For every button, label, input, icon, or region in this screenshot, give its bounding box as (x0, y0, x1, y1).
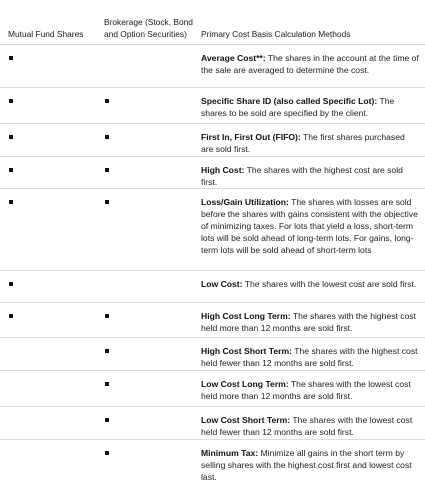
method-text: The shares with the lowest cost held more than 12 months are sold first. (201, 379, 411, 401)
bullet-icon (105, 418, 109, 422)
bullet-icon (9, 282, 13, 286)
method-term: High Cost Long Term: (201, 311, 291, 321)
method-text: The shares with the highest cost held fewer than 12 months are sold first. (201, 346, 418, 368)
bullet-icon (105, 135, 109, 139)
bullet-icon (9, 99, 13, 103)
table-header (0, 0, 425, 45)
bullet-icon (105, 314, 109, 318)
bullet-icon (9, 314, 13, 318)
table-row (0, 45, 425, 88)
bullet-icon (105, 349, 109, 353)
method-description (201, 164, 419, 188)
method-text: The shares with the highest cost held more than 12 months are sold first. (201, 311, 417, 333)
bullet-icon (105, 382, 109, 386)
method-description (201, 345, 419, 369)
bullet-icon (105, 168, 109, 172)
bullet-icon (9, 56, 13, 60)
method-description (201, 378, 419, 402)
method-text: Minimize all gains in the short term by selling shares with the highest cost first and lowest cost last. (201, 448, 412, 482)
method-text: The shares with losses are sold before the shares with gains consistent with the objective of minimizing taxes. For lots that yield a loss, short-term lots will be sold ahead of long-term lots. For gains, long-term lots will be sold ahead of short-term lots (201, 197, 418, 255)
method-description (201, 131, 419, 155)
table-row (0, 303, 425, 338)
bullet-icon (9, 200, 13, 204)
table-row (0, 338, 425, 371)
method-description (201, 278, 419, 290)
method-description (201, 52, 419, 76)
method-term: High Cost: (201, 165, 245, 175)
method-description (201, 447, 419, 483)
method-term: Specific Share ID (also called Specific Lot): (201, 96, 378, 106)
method-term: High Cost Short Term: (201, 346, 293, 356)
method-term: Low Cost: (201, 279, 243, 289)
table-row (0, 407, 425, 440)
table-row (0, 371, 425, 407)
method-term: Low Cost Long Term: (201, 379, 289, 389)
table-row (0, 271, 425, 303)
method-text: The shares with the lowest cost held fewer than 12 months are sold first. (201, 415, 413, 437)
column-header-methods: Primary Cost Basis Calculation Methods (201, 28, 351, 39)
method-text: The shares to be sold are specified by the client. (201, 96, 395, 118)
bullet-icon (9, 135, 13, 139)
bullet-icon (105, 451, 109, 455)
method-description (201, 196, 419, 256)
bullet-icon (9, 168, 13, 172)
method-term: Low Cost Short Term: (201, 415, 291, 425)
method-text: The shares with the lowest cost are sold first. (242, 279, 417, 289)
table-row (0, 189, 425, 271)
method-description (201, 95, 419, 119)
method-term: Average Cost**: (201, 53, 266, 63)
method-description (201, 414, 419, 438)
table-row (0, 157, 425, 189)
bullet-icon (105, 99, 109, 103)
method-term: Minimum Tax: (201, 448, 259, 458)
table-row (0, 88, 425, 124)
method-text: The shares with the highest cost are sold first. (201, 165, 403, 187)
table-row (0, 440, 425, 488)
column-header-brokerage: Brokerage (Stock, Bond and Option Securities) (104, 17, 193, 39)
method-term: Loss/Gain Utilization: (201, 197, 289, 207)
method-text: The first shares purchased are sold first. (201, 132, 405, 154)
table-row (0, 124, 425, 157)
method-text: The shares in the account at the time of the sale are averaged to determine the cost. (201, 53, 419, 75)
method-term: First In, First Out (FIFO): (201, 132, 301, 142)
bullet-icon (105, 200, 109, 204)
column-header-mutual-fund: Mutual Fund Shares (8, 28, 84, 39)
method-description (201, 310, 419, 334)
